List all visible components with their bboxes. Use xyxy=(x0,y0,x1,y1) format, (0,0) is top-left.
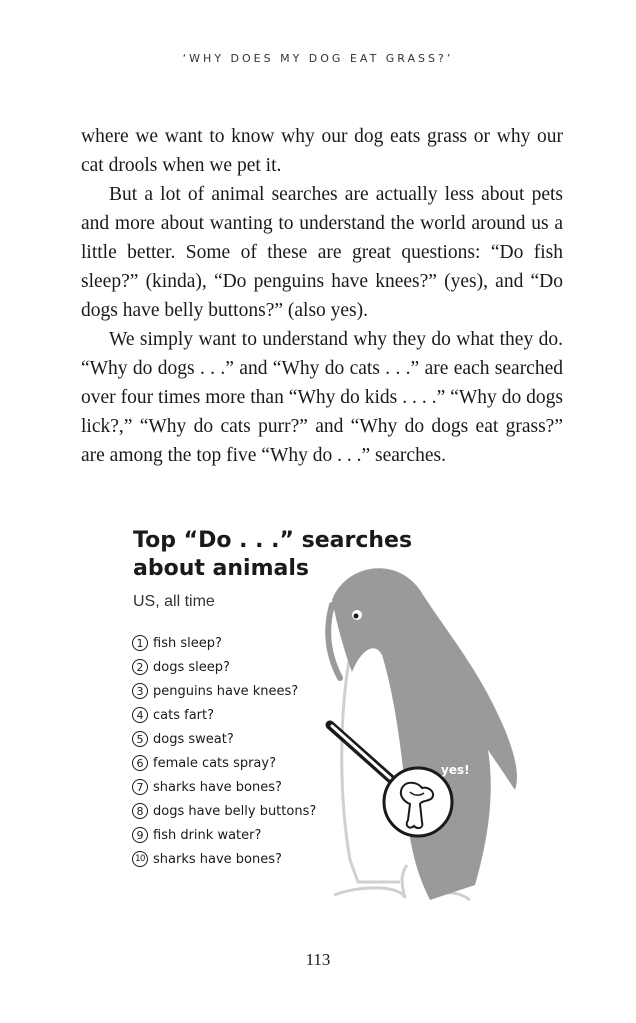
paragraph: We simply want to understand why they do what they do. “Why do dogs . . .” and “Why do cats . . .” are each searched over four times more than “Why do kids . . . .” “Why do dogs lick?,” “Why do cats purr?” and “Why do dogs eat grass?” are among the top five “Why do . . .” searches. xyxy=(81,329,563,466)
rank-badge: 10 xyxy=(132,851,148,867)
list-item-text: dogs have belly buttons? xyxy=(153,803,317,819)
rank-badge: 6 xyxy=(132,755,148,771)
list-item-text: sharks have bones? xyxy=(153,779,282,795)
rank-badge: 5 xyxy=(132,731,148,747)
list-item xyxy=(132,847,316,871)
yes-callout: yes! xyxy=(441,763,470,777)
paragraph: But a lot of animal searches are actually less about pets and more about wanting to understand the world around us a little better. Some of these are great questions: “Do fish sleep?” (kinda), “Do penguins have knees?” (yes), and “Do dogs have belly buttons?” (also yes). xyxy=(81,184,563,321)
list-item-text: fish drink water? xyxy=(153,827,262,843)
list-item xyxy=(132,703,316,727)
list-item-text: dogs sleep? xyxy=(153,659,230,675)
figure-subtitle: US, all time xyxy=(133,593,215,610)
paragraph: where we want to know why our dog eats grass or why our cat drools when we pet it. xyxy=(81,126,563,176)
list-item-text: dogs sweat? xyxy=(153,731,234,747)
rank-badge: 9 xyxy=(132,827,148,843)
list-item xyxy=(132,727,316,751)
list-item-text: female cats spray? xyxy=(153,755,276,771)
rank-badge: 4 xyxy=(132,707,148,723)
infographic xyxy=(130,520,530,910)
list-item xyxy=(132,751,316,775)
list-item xyxy=(132,655,316,679)
rank-badge: 3 xyxy=(132,683,148,699)
list-item xyxy=(132,679,316,703)
list-item-text: cats fart? xyxy=(153,707,215,723)
search-list xyxy=(132,631,316,871)
list-item xyxy=(132,775,316,799)
list-item xyxy=(132,631,316,655)
list-item xyxy=(132,799,316,823)
list-item-text: sharks have bones? xyxy=(153,851,282,867)
rank-badge: 7 xyxy=(132,779,148,795)
penguin-illustration xyxy=(310,560,530,915)
rank-badge: 2 xyxy=(132,659,148,675)
list-item-text: penguins have knees? xyxy=(153,683,299,699)
running-head: ‘WHY DOES MY DOG EAT GRASS?’ xyxy=(182,52,454,65)
list-item-text: fish sleep? xyxy=(153,635,222,651)
page-number: 113 xyxy=(305,950,331,969)
figure-title: Top “Do . . .” searches about animals xyxy=(133,528,413,581)
list-item xyxy=(132,823,316,847)
rank-badge: 8 xyxy=(132,803,148,819)
rank-badge: 1 xyxy=(132,635,148,651)
body-text xyxy=(81,122,563,470)
penguin-pupil xyxy=(354,614,359,619)
